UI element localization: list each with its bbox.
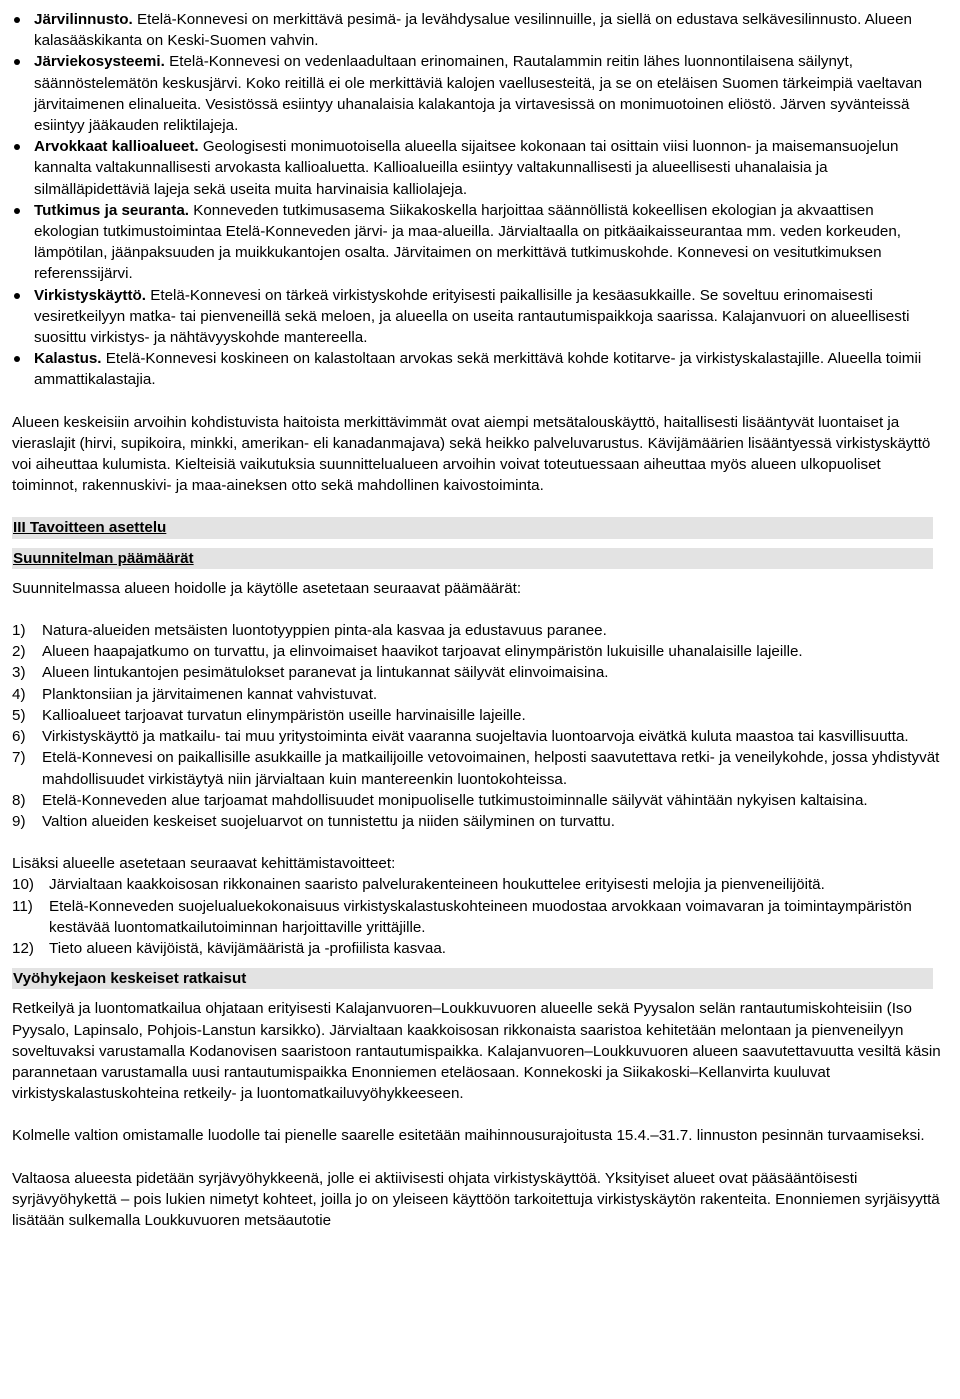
bullet-item (12, 200, 942, 285)
bullet-title: Järviekosysteemi. (34, 53, 165, 71)
goal-number: 3) (12, 664, 26, 682)
dev-goals-list (12, 874, 942, 959)
bullet-title: Tutkimus ja seuranta. (34, 201, 190, 219)
bullet-title: Kalastus. (34, 350, 102, 368)
bullet-text: Etelä-Konnevesi on tärkeä virkistyskohde erityisesti paikallisille ja kesäasukkaille. Se soveltuu erinomaisesti vesiretkeilyyn matka- tai pienveneillä sekä meloen, ja alueella on useita rantautumispaikkoja saarissa. Kalajanvuori on alueellisesti suosittu virkistys- ja nähtävyyskohde mantereella. (34, 286, 910, 347)
dev-goal-number: 12) (12, 939, 34, 957)
goal-number: 5) (12, 706, 26, 724)
bullet-item (12, 348, 942, 390)
goals-heading: Suunnitelman päämäärät (12, 548, 933, 569)
goal-number: 9) (12, 812, 26, 830)
dev-goal-text: Tieto alueen kävijöistä, kävijämääristä ja -profiilista kasvaa. (49, 939, 447, 957)
goals-intro: Suunnitelmassa alueen hoidolle ja käytölle asetetaan seuraavat päämäärät: (12, 579, 522, 597)
dev-goal-number: 10) (12, 876, 34, 894)
zoning-paragraph-1: Retkeilyä ja luontomatkailua ohjataan erityisesti Kalajanvuoren–Loukkuvuoren alueelle sekä Pyysalon selän rantautumiskohteisiin (Iso Pyysalo, Lapinsalo, Pohjois-Lanstun karsikko). Järvialtaan kaakkoisosan rikkonaista saaristoa kehitetään melontaan ja pienveneilyyn soveltuvaksi varustamalla Kodanovisen saaristoon rantautumispaikka. Kalajanvuoren–Loukkuvuoren alueen saavutettavuutta vesiltä käsin parannetaan varustamalla uusi rantautumispaikka Enonniemen eteläosaan. Konnekoski ja Siikakoski–Kellanvirta kuuluvat virkistyskalastuskohteina retkeily- ja luontomatkailuvyöhykkeeseen. (12, 1000, 941, 1103)
bullet-title: Järvilinnusto. (34, 11, 133, 28)
dev-goal-item (12, 896, 942, 938)
goal-text: Natura-alueiden metsäisten luontotyyppien pinta-ala kasvaa ja edustavuus paranee. (42, 622, 607, 640)
bullet-item (12, 136, 942, 200)
goal-number: 7) (12, 749, 26, 767)
goal-number: 8) (12, 791, 26, 809)
goal-item (12, 662, 942, 683)
goal-number: 4) (12, 685, 26, 703)
values-bullet-list (12, 9, 942, 391)
goal-number: 2) (12, 643, 26, 661)
bullet-text: Konneveden tutkimusasema Siikakoskella harjoittaa säännöllistä kokeellisen ekologian ja akvaattisen ekologian tutkimustoimintaa Etelä-Konneveden järvi- ja maa-alueilla. Järvialtaalla on pitkäaikaisseurantaa mm. veden korkeuden, lämpötilan, jäänpaksuuden ja muikkukantojen osalta. Järvitaimen on merkittävä tutkimuskohde. Konnevesi on vesitutkimuksen referenssijärvi. (34, 201, 902, 283)
goal-item (12, 641, 942, 662)
dev-goal-item (12, 938, 942, 959)
goal-text: Etelä-Konneveden alue tarjoamat mahdollisuudet monipuoliselle tutkimustoiminnalle säilyvät vähintään nykyisen kaltaisina. (42, 791, 868, 809)
zoning-paragraph-3: Valtaosa alueesta pidetään syrjävyöhykkeenä, jolle ei aktiivisesti ohjata virkistyskäyttöä. Yksityiset alueet ovat pääsääntöisesti syrjävyöhykettä – pois lukien nimetyt kohteet, joilla jo on yleiseen käyttöön tarkoitettuja virkistyskäytön rakenteita. Enonniemen syrjäisyyttä lisätään sulkemalla Loukkuvuoren metsäautotie (12, 1169, 940, 1229)
threats-paragraph: Alueen keskeisiin arvoihin kohdistuvista haitoista merkittävimmät ovat aiempi metsätalouskäyttö, haitallisesti lisääntyvät luontaiset ja vieraslajit (hirvi, supikoira, minkki, amerikan- eli kanadanmajava) sekä heikko palveluvarustus. Kävijämäärien lisääntyessä virkistyskäyttö voi aiheuttaa kulumista. Kielteisiä vaikutuksia suunnittelualueen arvoihin voivat toteutuessaan aiheuttaa myös alueen ulkopuoliset toiminnot, rakennuskivi- ja maa-aineksen otto sekä mahdollinen kaivostoiminta. (12, 413, 931, 495)
dev-goal-text: Etelä-Konneveden suojelualuekokonaisuus virkistyskalastuskohteineen muodostaa arvokkaan voimavaran ja toimintaympäristön kestävää luontomatkailutoiminnan harjoittaville yrittäjille. (49, 897, 912, 936)
goal-text: Virkistyskäyttö ja matkailu- tai muu yritystoiminta eivät vaaranna suojeltavia luontoarvoja eivätkä kulutа maastoa tai kasvillisuutta. (42, 728, 909, 746)
dev-goals-intro: Lisäksi alueelle asetetaan seuraavat kehittämistavoitteet: (12, 855, 396, 873)
goal-item (12, 747, 942, 789)
goal-item (12, 620, 942, 641)
goal-text: Alueen lintukantojen pesimätulokset paranevat ja lintukannat säilyvät elinvoimaisina. (42, 664, 609, 682)
goals-list (12, 620, 942, 832)
goal-item (12, 684, 942, 705)
bullet-text: Etelä-Konnevesi on vedenlaadultaan erinomainen, Rautalammin reitin lähes luonnontilaisena säilynyt, säännöstelemätön keskusjärvi. Koko reitillä ei ole merkittäviä kalojen vaellusesteitä, ja se on eteläisen Suomen tärkeimpiä vaeltavan järvitaimenen elinalueita. Vesistössä esiintyy uhanalaisia kalakantoja ja virtavesissä on monimuotoinen eliöstö. Järven syvänteissä esiintyy jääkauden reliktilajeja. (34, 53, 923, 135)
goal-text: Alueen haapajatkumo on turvattu, ja elinvoimaiset haavikot tarjoavat elinympäristön lukuisille uhanalaisille lajeille. (42, 643, 803, 661)
goal-item (12, 726, 942, 747)
goal-text: Kallioalueet tarjoavat turvatun elinympäristön useille harvinaisille lajeille. (42, 706, 526, 724)
dev-goal-number: 11) (12, 897, 33, 915)
bullet-item (12, 51, 942, 136)
bullet-text: Etelä-Konnevesi on merkittävä pesimä- ja levähdysalue vesilinnuille, ja siellä on edustava selkävesilinnusto. Alueen kalasääskikanta on Keski-Suomen vahvin. (34, 11, 912, 50)
goal-text: Etelä-Konnevesi on paikallisille asukkaille ja matkailijoille vetovoimainen, helposti saavutettava retki- ja veneilykohde, jossa yhdistyvät mahdollisuudet virkistäytyä niin järvialtaan kuin mantereenkin luontokohteissa. (42, 749, 940, 788)
goal-item (12, 705, 942, 726)
dev-goal-text: Järvialtaan kaakkoisosan rikkonainen saaristo palvelurakenteineen houkuttelee erityisesti melojia ja pienveneilijöitä. (49, 876, 825, 894)
goal-number: 6) (12, 728, 26, 746)
zoning-paragraph-2: Kolmelle valtion omistamalle luodolle tai pienelle saarelle esitetään maihinnousurajoitusta 15.4.–31.7. linnuston pesinnän turvaamiseksi. (12, 1127, 925, 1145)
bullet-text: Etelä-Konnevesi koskineen on kalastoltaan arvokas sekä merkittävä kohde kotitarve- ja virkistyskalastajille. Alueella toimii ammattikalastajia. (34, 350, 922, 389)
goal-number: 1) (12, 622, 26, 640)
goal-item (12, 790, 942, 811)
document-page (12, 9, 942, 1231)
section-heading: III Tavoitteen asettelu (12, 517, 933, 538)
dev-goal-item (12, 874, 942, 895)
goal-text: Valtion alueiden keskeiset suojeluarvot on tunnistettu ja niiden säilyminen on turvattu. (42, 812, 615, 830)
bullet-title: Virkistyskäyttö. (34, 286, 147, 304)
bullet-item (12, 9, 942, 51)
goal-text: Planktonsiian ja järvitaimenen kannat vahvistuvat. (42, 685, 378, 703)
bullet-title: Arvokkaat kallioalueet. (34, 138, 199, 156)
bullet-text: Geologisesti monimuotoisella alueella sijaitsee kokonaan tai osittain viisi luonnon- ja maisemansuojelun kannalta valtakunnallisesti arvokasta kallioaluetta. Kallioalueilla esiintyy valtakunnallisesti ja alueellisesti uhanalaisia ja silmälläpidettäviä lajeja sekä useita muita harvinaisia kalliolajeja. (34, 138, 899, 198)
bullet-item (12, 285, 942, 349)
goal-item (12, 811, 942, 832)
zoning-heading: Vyöhykejaon keskeiset ratkaisut (12, 968, 933, 989)
